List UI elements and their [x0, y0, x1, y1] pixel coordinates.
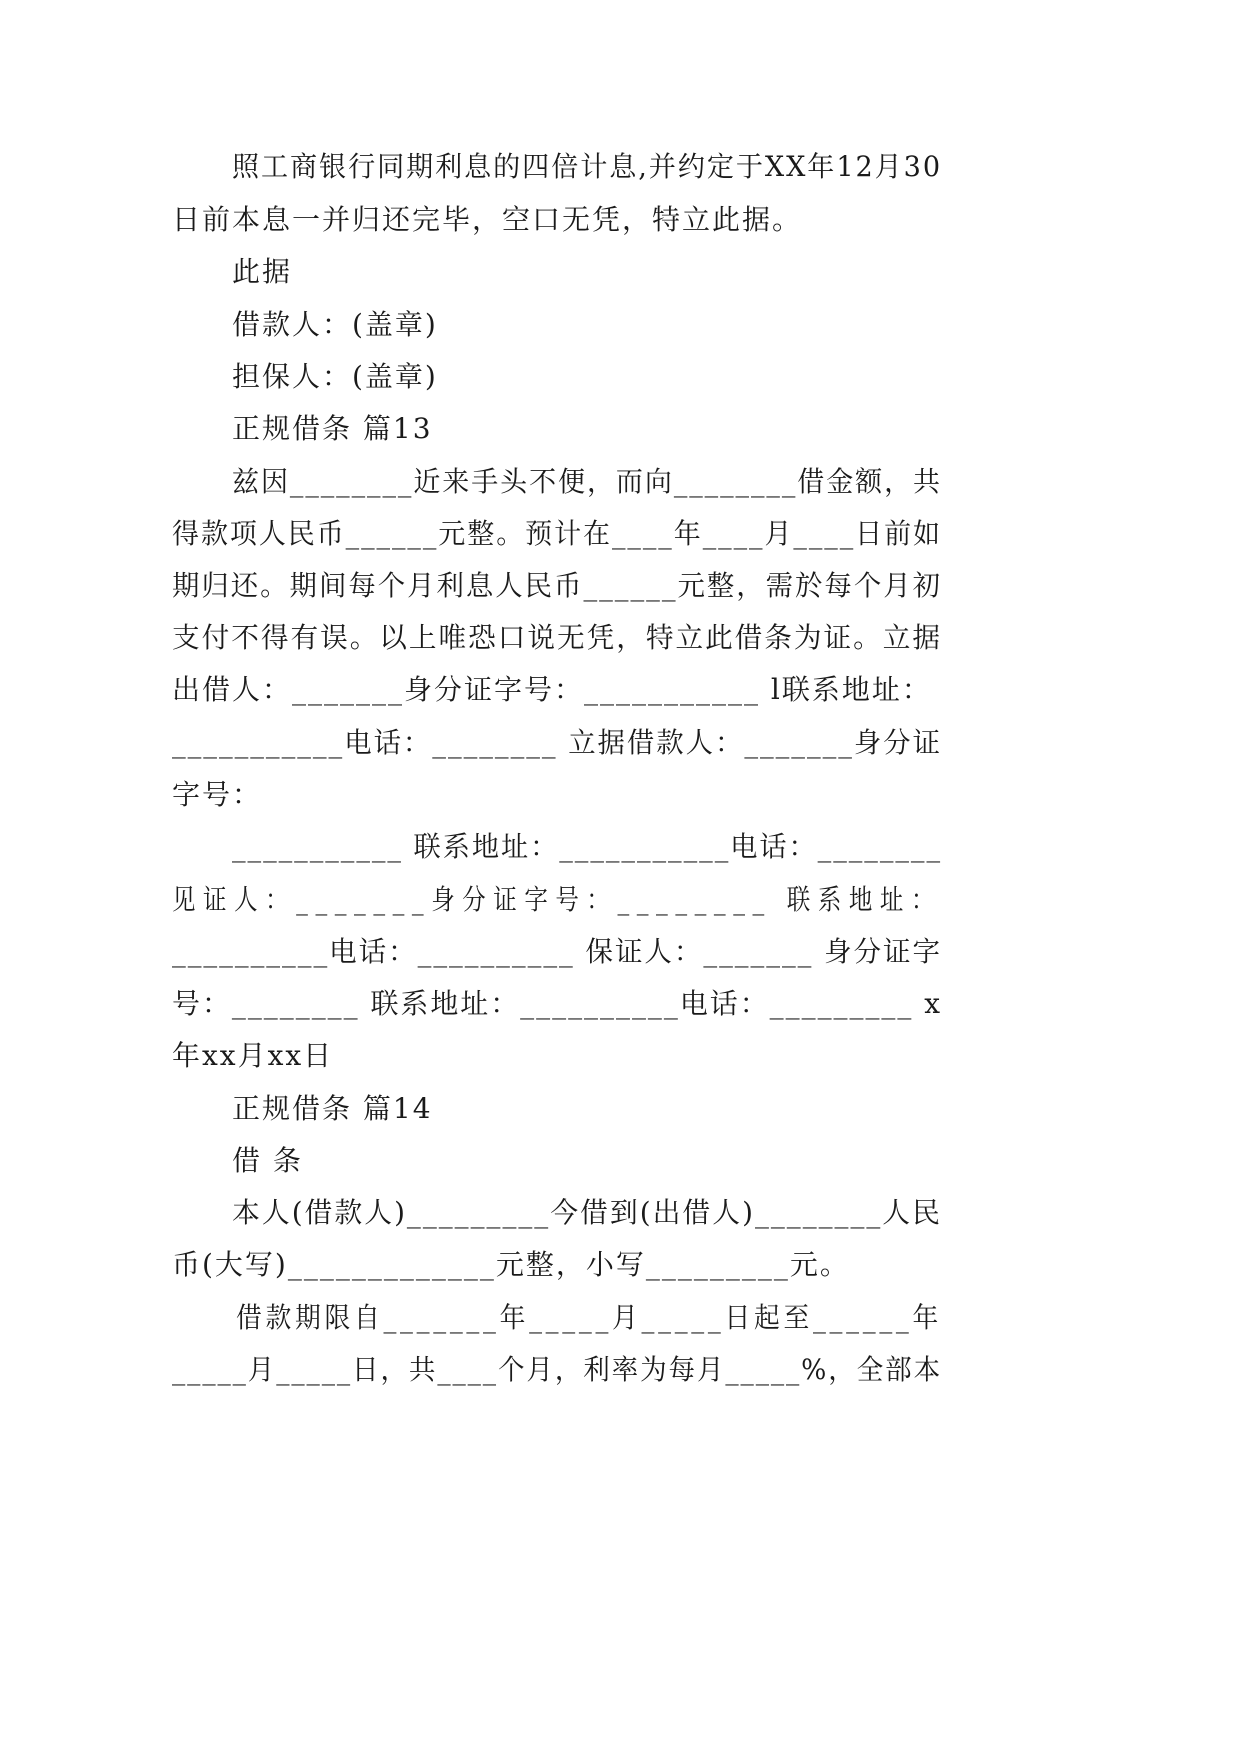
- text-line: 出借人：_______身分证字号：___________ l联系地址：: [172, 673, 932, 706]
- text-line: _____月_____日，共____个月，利率为每月_____%，全部本: [172, 1353, 942, 1386]
- text-line: 本人(借款人)_________今借到(出借人)________人民: [232, 1196, 942, 1229]
- text-line: 此据: [232, 255, 293, 288]
- section-heading: 正规借条 篇14: [232, 1092, 433, 1125]
- text-line: ___________ 联系地址：___________电话：________: [232, 830, 942, 863]
- document-title: 借 条: [232, 1144, 303, 1177]
- text-line: 日前本息一并归还完毕，空口无凭，特立此据。: [172, 203, 803, 236]
- section-heading: 正规借条 篇13: [232, 412, 433, 445]
- text-line: 照工商银行同期利息的四倍计息,并约定于XX年12月30: [232, 150, 942, 183]
- text-line: __________电话：__________ 保证人：_______ 身分证字: [172, 935, 942, 968]
- text-line: 兹因________近来手头不便，而向________借金额，共: [232, 465, 942, 498]
- text-line: 字号：: [172, 778, 263, 811]
- text-line: 号：________ 联系地址：__________电话：_________ x: [172, 987, 942, 1020]
- text-line: 年xx月xx日: [172, 1039, 334, 1072]
- text-line: 借款期限自_______年_____月_____日起至______年: [236, 1301, 942, 1334]
- text-line: 得款项人民币______元整。预计在____年____月____日前如: [172, 517, 942, 550]
- text-line: ___________电话：________ 立据借款人：_______身分证: [172, 726, 942, 759]
- text-line: 见证人：_______身分证字号：________ 联系地址：: [172, 883, 942, 916]
- text-line: 币(大写)_____________元整，小写_________元。: [172, 1248, 850, 1281]
- text-line: 担保人：(盖章): [232, 360, 438, 393]
- text-line: 支付不得有误。以上唯恐口说无凭，特立此借条为证。立据: [172, 621, 942, 654]
- text-line: 期归还。期间每个月利息人民币______元整，需於每个月初: [172, 569, 942, 602]
- text-line: 借款人：(盖章): [232, 308, 438, 341]
